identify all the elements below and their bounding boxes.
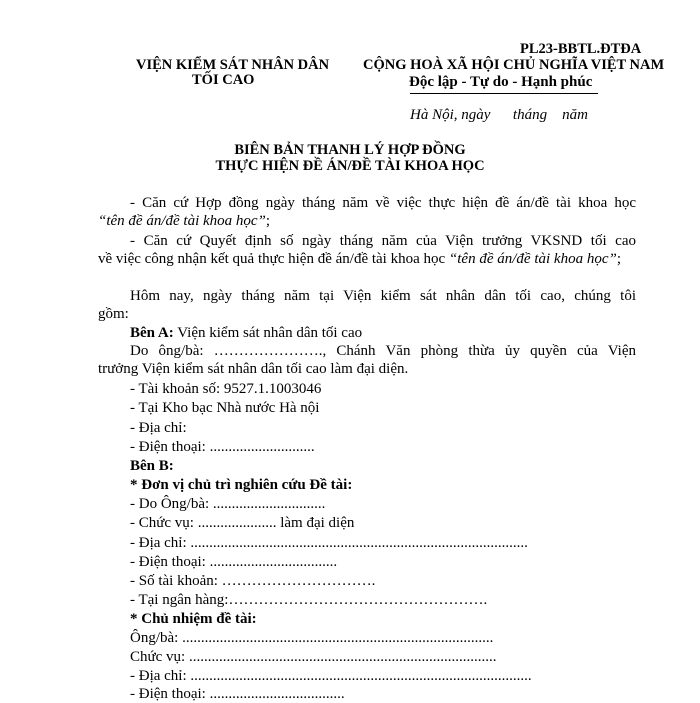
basis-decision-line2: về việc công nhận kết quả thực hiện đề án/đề tài khoa học “tên đề án/đề tài khoa học”; <box>98 251 621 267</box>
intro-line2: gồm: <box>98 306 129 322</box>
party-a-representative-line2: trưởng Viện kiểm sát nhân dân tối cao làm đại diện. <box>98 361 409 377</box>
motto-underline <box>410 93 598 94</box>
basis-contract-line1: - Căn cứ Hợp đồng ngày tháng năm về việc thực hiện đề án/đề tài khoa học <box>130 195 636 211</box>
party-b-bank: - Tại ngân hàng:……………………………………………. <box>130 592 488 608</box>
document-title-line2: THỰC HIỆN ĐỀ ÁN/ĐỀ TÀI KHOA HỌC <box>215 158 485 174</box>
country-name: CỘNG HOÀ XÃ HỘI CHỦ NGHĨA VIỆT NAM <box>363 57 665 73</box>
party-a-heading: Bên A: Viện kiểm sát nhân dân tối cao <box>130 325 363 341</box>
document-title-line1: BIÊN BẢN THANH LÝ HỢP ĐỒNG <box>234 142 466 158</box>
party-b-address: - Địa chỉ: .......................................................................................... <box>130 535 528 551</box>
national-motto: Độc lập - Tự do - Hạnh phúc <box>409 74 593 90</box>
party-b-position: - Chức vụ: ..................... làm đại diện <box>130 515 355 531</box>
project-lead-position: Chức vụ: .................................................................................. <box>130 649 497 665</box>
project-lead-name: Ông/bà: ................................................................................... <box>130 630 494 646</box>
party-a-representative-line1: Do ông/bà: …………………., Chánh Văn phòng thừa ủy quyền của Viện <box>130 343 636 359</box>
party-a-phone: - Điện thoại: ............................ <box>130 439 315 455</box>
party-b-org-heading: * Đơn vị chủ trì nghiên cứu Đề tài: <box>130 477 353 493</box>
party-a-bank: - Tại Kho bạc Nhà nước Hà nội <box>130 400 320 416</box>
place-date: Hà Nội, ngày tháng năm <box>410 107 588 123</box>
party-b-phone: - Điện thoại: .................................. <box>130 554 338 570</box>
party-b-heading: Bên B: <box>130 458 174 474</box>
project-lead-address: - Địa chỉ: ........................................................................................... <box>130 668 532 684</box>
basis-contract-line2: “tên đề án/đề tài khoa học”; <box>98 213 271 229</box>
intro-line1: Hôm nay, ngày tháng năm tại Viện kiểm sát nhân dân tối cao, chúng tôi <box>130 288 636 304</box>
party-b-representative: - Do Ông/bà: .............................. <box>130 496 326 512</box>
basis-decision-line1: - Căn cứ Quyết định số ngày tháng năm của Viện trưởng VKSND tối cao <box>130 233 636 249</box>
project-lead-phone: - Điện thoại: .................................... <box>130 686 345 702</box>
party-a-address: - Địa chỉ: <box>130 420 187 436</box>
agency-name-line2: TỐI CAO <box>192 72 255 88</box>
project-lead-heading: * Chủ nhiệm đề tài: <box>130 611 257 627</box>
form-code: PL23-BBTL.ĐTĐA <box>520 41 642 57</box>
party-b-account: - Số tài khoản: …………………………. <box>130 573 376 589</box>
party-a-account: - Tài khoản số: 9527.1.1003046 <box>130 381 322 397</box>
agency-name-line1: VIỆN KIỂM SÁT NHÂN DÂN <box>136 57 330 73</box>
